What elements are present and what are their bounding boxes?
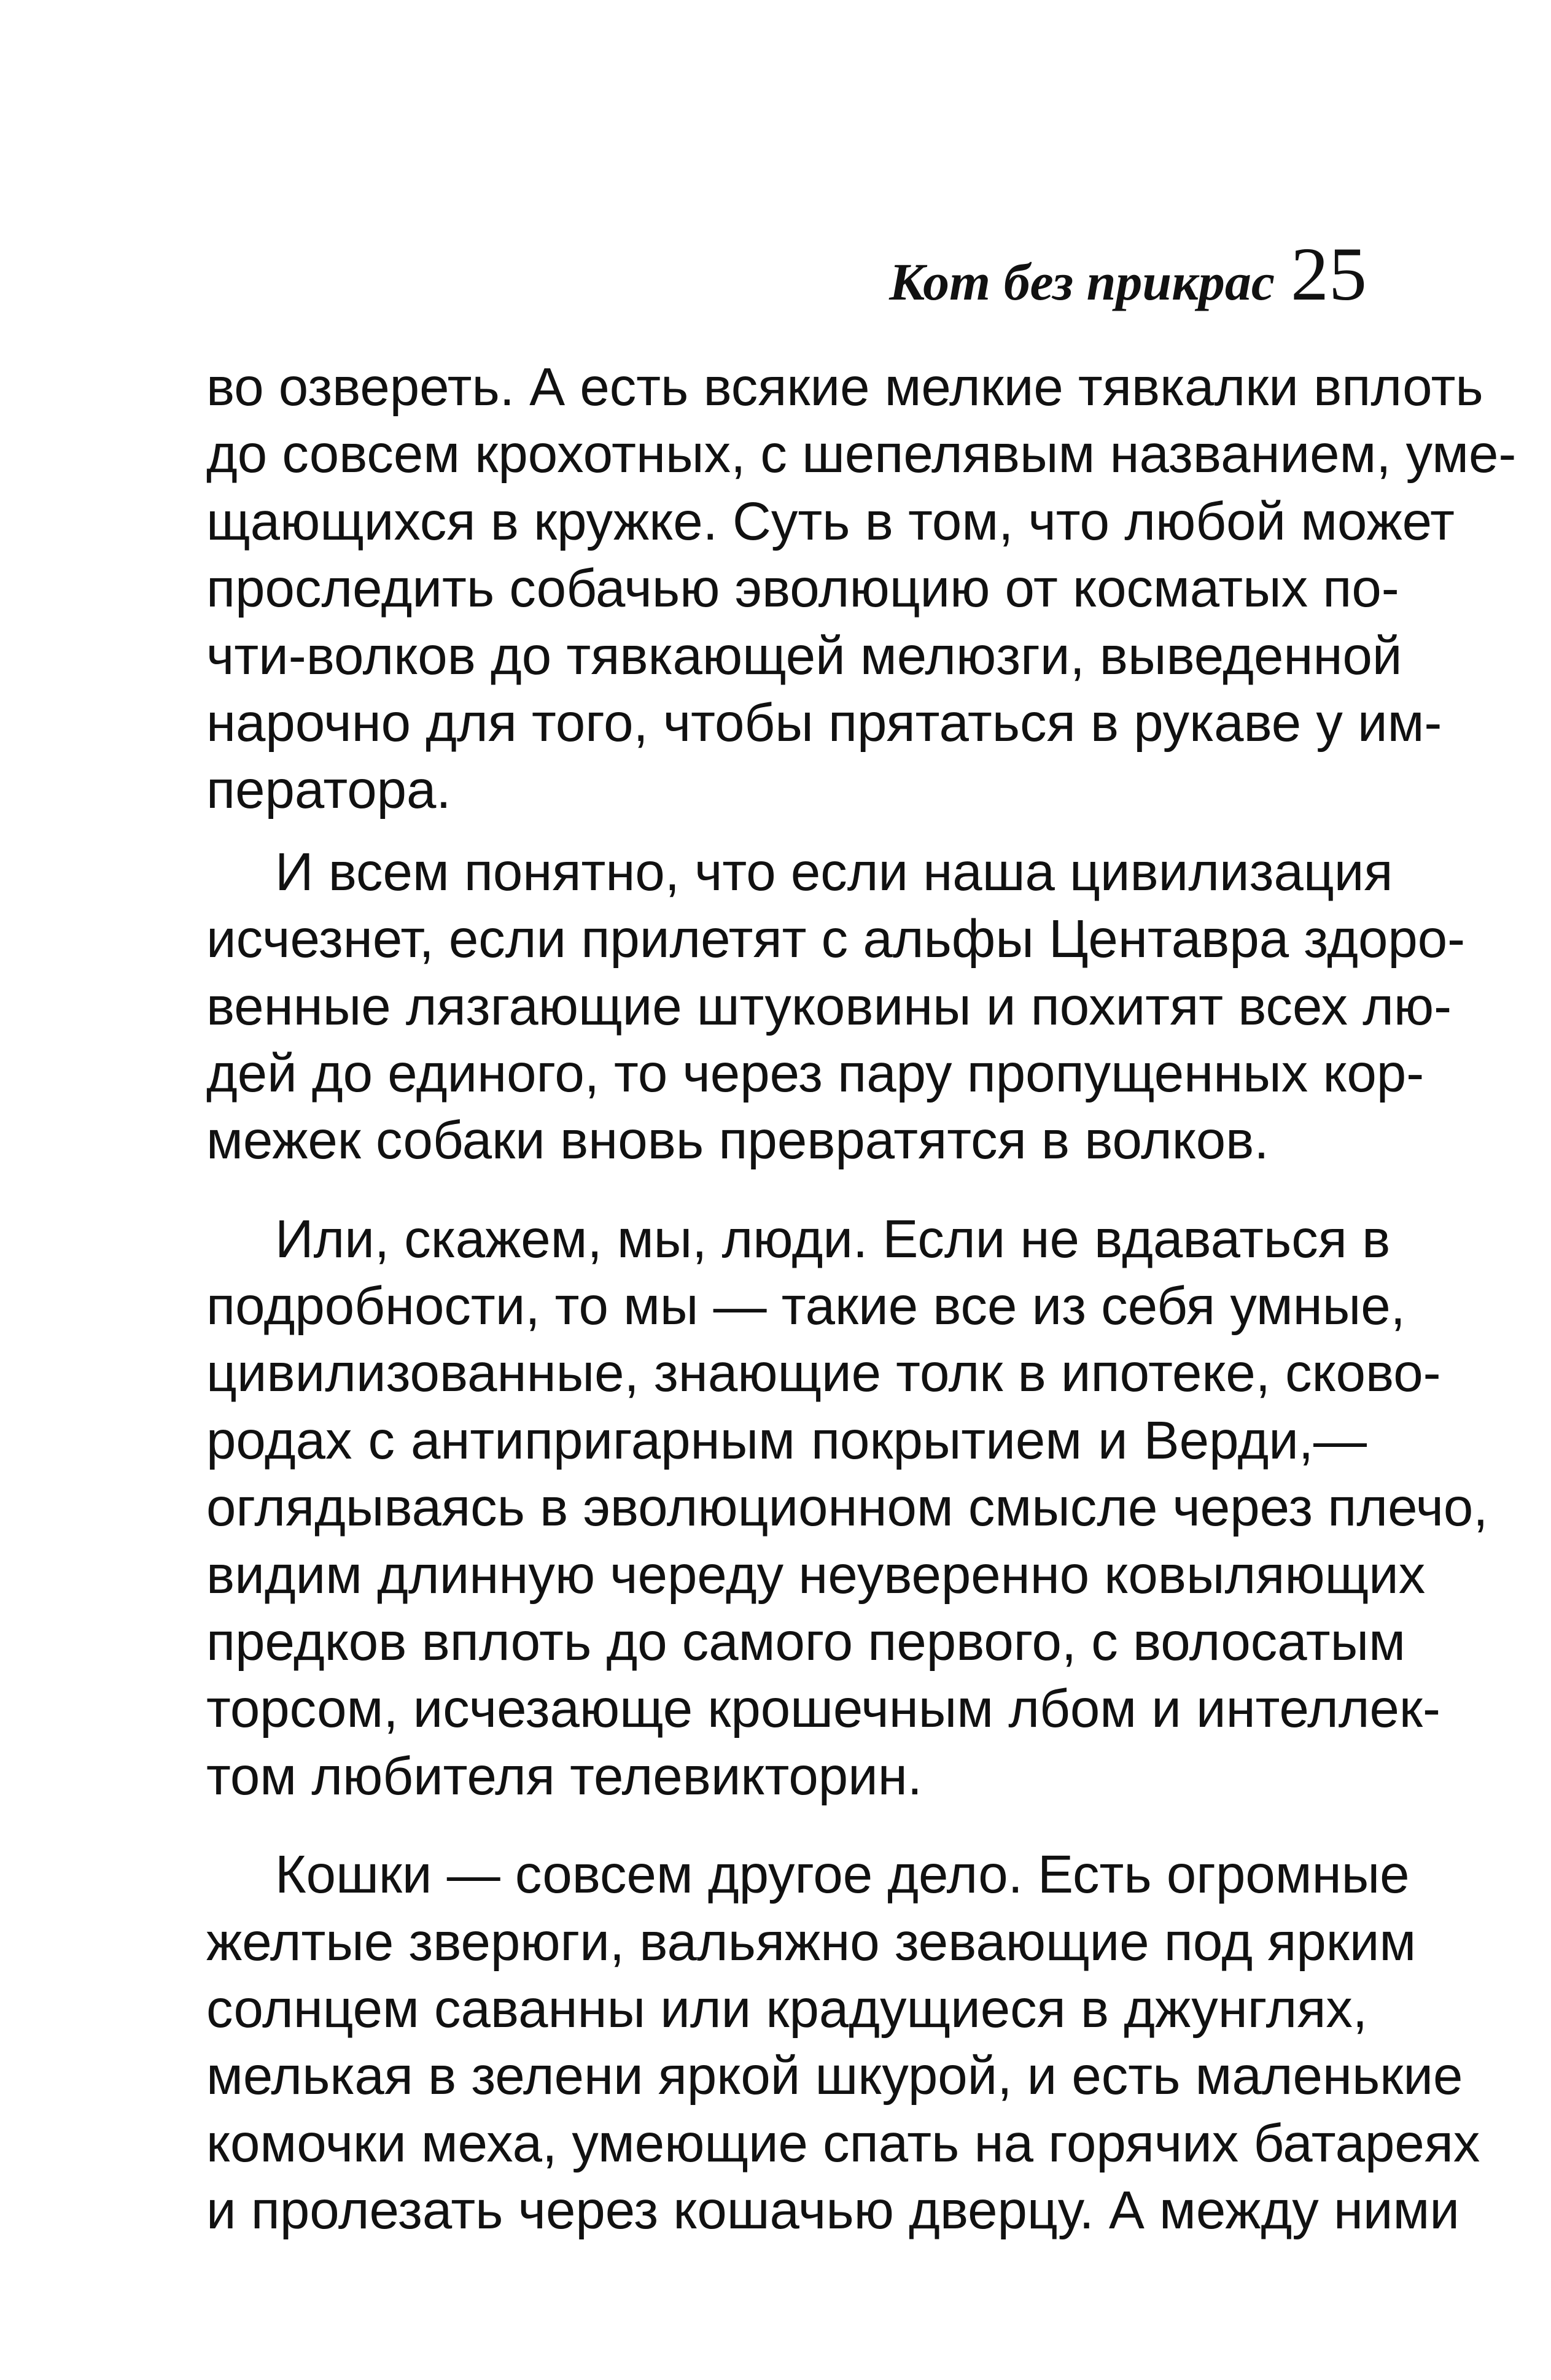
text-line: ператора. <box>206 760 451 820</box>
text-line: венные лязгающие штуковины и похитят всех лю- <box>206 976 1452 1036</box>
page-number: 25 <box>1291 232 1367 316</box>
text-line: щающихся в кружке. Суть в том, что любой может <box>206 491 1455 551</box>
text-line: видим длинную череду неуверенно ковыляющих <box>206 1545 1426 1605</box>
body-text <box>206 354 1517 2244</box>
text-line: предков вплоть до самого первого, с волосатым <box>206 1612 1405 1672</box>
text-line: Кошки — совсем другое дело. Есть огромные <box>275 1845 1410 1905</box>
text-line: И всем понятно, что если наша цивилизация <box>275 842 1393 902</box>
text-line: межек собаки вновь превратятся в волков. <box>206 1111 1269 1171</box>
text-line: комочки меха, умеющие спать на горячих батареях <box>206 2113 1480 2173</box>
text-line: проследить собачью эволюцию от косматых по- <box>206 559 1399 619</box>
text-line: родах с антипригарным покрытием и Верди,— <box>206 1410 1367 1470</box>
text-line: нарочно для того, чтобы прятаться в рукаве у им- <box>206 692 1442 753</box>
text-line: Или, скажем, мы, люди. Если не вдаваться в <box>275 1209 1391 1269</box>
text-line: подробности, то мы — такие все из себя умные, <box>206 1276 1405 1336</box>
text-line: чти-волков до тявкающей мелюзги, выведенной <box>206 626 1402 686</box>
running-head-title: Кот без прикрас <box>889 252 1275 311</box>
text-line: том любителя телевикторин. <box>206 1746 922 1806</box>
running-head <box>889 232 1367 316</box>
text-line: дей до единого, то через пару пропущенных кор- <box>206 1043 1425 1103</box>
text-line: и пролезать через кошачью дверцу. А между ними <box>206 2180 1460 2241</box>
text-line: исчезнет, если прилетят с альфы Центавра здоро- <box>206 909 1466 969</box>
text-line: цивилизованные, знающие толк в ипотеке, сково- <box>206 1343 1441 1403</box>
text-line: оглядываясь в эволюционном смысле через плечо, <box>206 1478 1488 1538</box>
text-line: мелькая в зелени яркой шкурой, и есть маленькие <box>206 2046 1463 2106</box>
text-line: торсом, исчезающе крошечным лбом и интеллек- <box>206 1679 1440 1739</box>
text-line: желтые зверюги, вальяжно зевающие под ярким <box>206 1912 1417 1972</box>
text-line: во озвереть. А есть всякие мелкие тявкалки вплоть <box>206 357 1483 417</box>
text-line: солнцем саванны или крадущиеся в джунглях, <box>206 1979 1368 2039</box>
text-line: до совсем крохотных, с шепелявым названием, уме- <box>206 424 1517 484</box>
